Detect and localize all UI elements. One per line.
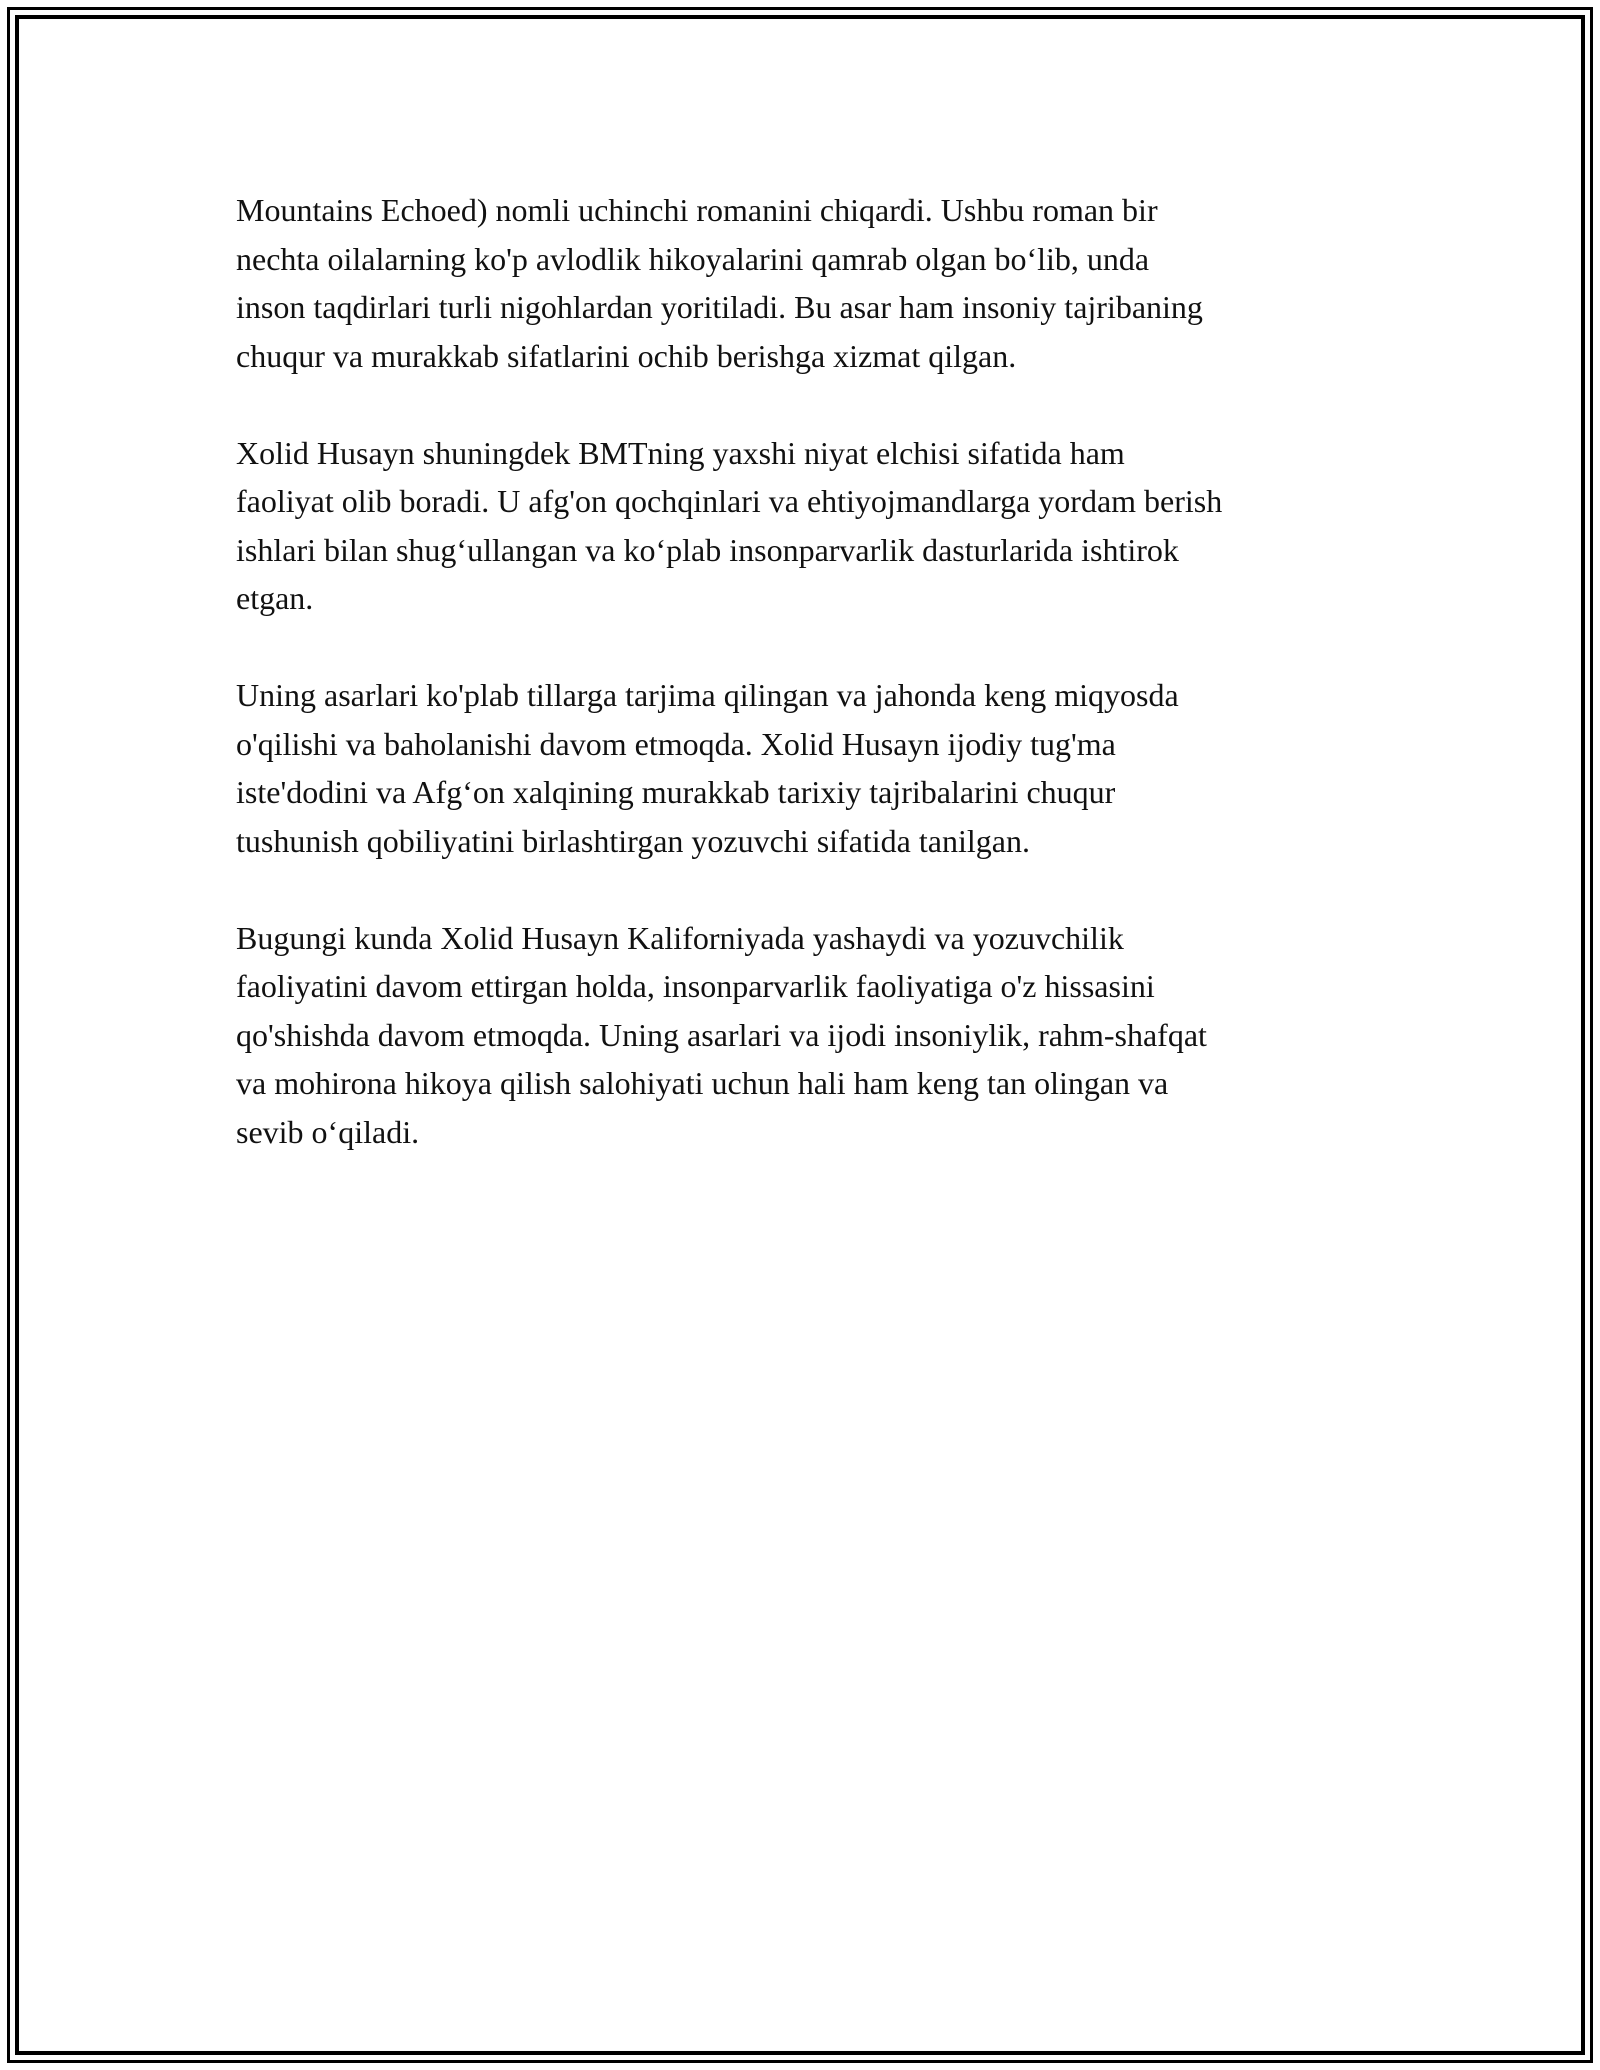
paragraph-1: Mountains Echoed) nomli uchinchi romanini chiqardi. Ushbu roman bir nechta oilalarning ko'p avlodlik hikoyalarini qamrab olgan bo‘lib, unda inson taqdirlari turli nigohlardan yoritiladi. Bu asar ham insoniy tajribaning chuqur va murakkab sifatlarini ochib berishga xizmat qilgan. [236,192,1203,374]
paragraph-2: Xolid Husayn shuningdek BMTning yaxshi niyat elchisi sifatida ham faoliyat olib boradi. U afg'on qochqinlari va ehtiyojmandlarga yordam berish ishlari bilan shug‘ullangan va ko‘plab insonparvarlik dasturlarida ishtirok etgan. [236,434,1223,616]
paragraph-4: Bugungi kunda Xolid Husayn Kaliforniyada yashaydi va yozuvchilik faoliyatini davom ettirgan holda, insonparvarlik faoliyatiga o'z hissasini qo'shishda davom etmoqda. Uning asarlari va ijodi insoniylik, rahm-shafqat va mohirona hikoya qilish salohiyati uchun hali ham keng tan olingan va sevib o‘qiladi. [236,919,1207,1150]
paragraph-3: Uning asarlari ko'plab tillarga tarjima qilingan va jahonda keng miqyosda o'qilishi va baholanishi davom etmoqda. Xolid Husayn ijodiy tug'ma iste'dodini va Afg‘on xalqining murakkab tarixiy tajribalarini chuqur tushunish qobiliyatini birlashtirgan yozuvchi sifatida tanilgan. [236,677,1179,859]
document-body [236,186,1386,1205]
